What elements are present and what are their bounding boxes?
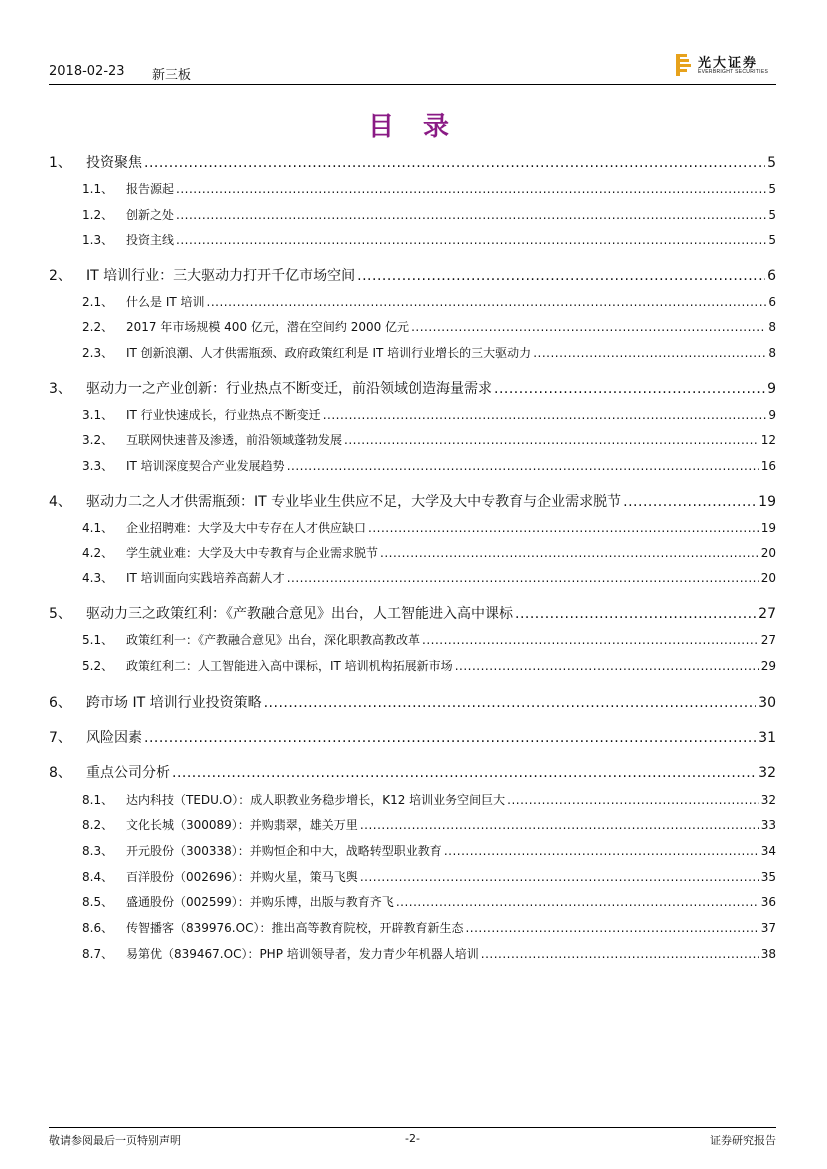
toc-entry-page[interactable]: 37 <box>760 921 776 935</box>
toc-entry-title[interactable]: 驱动力二之人才供需瓶颈：IT 专业毕业生供应不足，大学及大中专教育与企业需求脱节 <box>86 494 622 510</box>
toc-entry-title[interactable]: IT 创新浪潮、人才供需瓶颈、政府政策红利是 IT 培训行业增长的三大驱动力 <box>126 346 532 360</box>
toc-entry-number: 8.2、 <box>82 818 114 832</box>
toc-entry-number: 8.5、 <box>82 895 114 909</box>
page-header <box>49 56 776 84</box>
toc-entry-title[interactable]: IT 培训深度契合产业发展趋势 <box>126 459 285 473</box>
toc-entry-number: 2、 <box>49 268 72 284</box>
toc-entry-number: 5.2、 <box>82 659 114 673</box>
toc-entry-page[interactable]: 5 <box>768 208 776 222</box>
toc-section-entry[interactable] <box>49 265 776 287</box>
toc-entry-page[interactable]: 19 <box>758 494 776 510</box>
toc-subsection-entry[interactable] <box>49 344 776 362</box>
toc-subsection-entry[interactable] <box>49 791 776 809</box>
toc-entry-title[interactable]: 什么是 IT 培训 <box>126 295 205 309</box>
toc-entry-page[interactable]: 5 <box>768 233 776 247</box>
toc-entry-number: 6、 <box>49 695 72 711</box>
toc-entry-page[interactable]: 27 <box>760 633 776 647</box>
toc-section-entry[interactable] <box>49 603 776 625</box>
toc-entry-number: 4.2、 <box>82 546 114 560</box>
toc-dot-leader <box>176 233 766 247</box>
toc-entry-number: 8.1、 <box>82 793 114 807</box>
toc-entry-title[interactable]: 风险因素 <box>86 730 142 746</box>
toc-entry-number: 8.6、 <box>82 921 114 935</box>
toc-entry-title[interactable]: 传智播客（839976.OC）：推出高等教育院校，开辟教育新生态 <box>126 921 464 935</box>
toc-dot-leader <box>287 571 759 585</box>
toc-entry-page[interactable]: 8 <box>768 346 776 360</box>
toc-entry-page[interactable]: 31 <box>758 730 776 746</box>
toc-subsection-entry[interactable] <box>49 431 776 449</box>
toc-entry-number: 3.2、 <box>82 433 114 447</box>
toc-entry-number: 5.1、 <box>82 633 114 647</box>
toc-subsection-entry[interactable] <box>49 544 776 562</box>
toc-subsection-entry[interactable] <box>49 519 776 537</box>
toc-dot-leader <box>176 182 766 196</box>
toc-entry-page[interactable]: 9 <box>768 408 776 422</box>
logo-text-cn: 光大证券 <box>698 56 759 71</box>
toc-entry-title[interactable]: 报告源起 <box>126 182 175 196</box>
toc-subsection-entry[interactable] <box>49 631 776 649</box>
toc-dot-leader <box>411 320 766 334</box>
toc-entry-page[interactable]: 5 <box>768 182 776 196</box>
report-date: 2018-02-23 <box>49 64 125 79</box>
toc-dot-leader <box>360 818 759 832</box>
toc-subsection-entry[interactable] <box>49 893 776 911</box>
toc-entry-number: 8.3、 <box>82 844 114 858</box>
toc-dot-leader <box>465 921 758 935</box>
toc-dot-leader <box>172 765 756 781</box>
toc-entry-page[interactable]: 19 <box>760 521 776 535</box>
toc-entry-page[interactable]: 20 <box>760 571 776 585</box>
toc-entry-number: 4.1、 <box>82 521 114 535</box>
toc-entry-title[interactable]: 重点公司分析 <box>86 765 170 781</box>
toc-entry-title[interactable]: 投资聚焦 <box>86 155 142 171</box>
toc-entry-page[interactable]: 30 <box>758 695 776 711</box>
toc-entry-title[interactable]: 创新之处 <box>126 208 175 222</box>
toc-entry-page[interactable]: 38 <box>760 947 776 961</box>
toc-entry-number: 8.7、 <box>82 947 114 961</box>
toc-entry-number: 1.2、 <box>82 208 114 222</box>
toc-subsection-entry[interactable] <box>49 180 776 198</box>
toc-entry-number: 7、 <box>49 730 72 746</box>
toc-dot-leader <box>207 295 767 309</box>
toc-entry-page[interactable]: 29 <box>760 659 776 673</box>
toc-entry-page[interactable]: 6 <box>768 295 776 309</box>
toc-dot-leader <box>144 155 765 171</box>
toc-subsection-entry[interactable] <box>49 919 776 937</box>
toc-entry-number: 1.1、 <box>82 182 114 196</box>
toc-entry-title[interactable]: 投资主线 <box>126 233 175 247</box>
toc-entry-title[interactable]: 互联网快速普及渗透，前沿领域蓬勃发展 <box>126 433 343 447</box>
toc-entry-title[interactable]: 百洋股份（002696）：并购火星，策马飞舆 <box>126 870 358 884</box>
toc-dot-leader <box>455 659 759 673</box>
toc-entry-number: 8.4、 <box>82 870 114 884</box>
toc-dot-leader <box>264 695 757 711</box>
toc-entry-page[interactable]: 32 <box>760 793 776 807</box>
toc-entry-number: 3.3、 <box>82 459 114 473</box>
toc-entry-number: 1、 <box>49 155 72 171</box>
toc-entry-page[interactable]: 6 <box>767 268 776 284</box>
toc-subsection-entry[interactable] <box>49 657 776 675</box>
toc-entry-number: 2.2、 <box>82 320 114 334</box>
toc-dot-leader <box>368 521 759 535</box>
toc-dot-leader <box>481 947 759 961</box>
toc-subsection-entry[interactable] <box>49 231 776 249</box>
toc-entry-title[interactable]: IT 培训行业：三大驱动力打开千亿市场空间 <box>86 268 356 284</box>
toc-entry-number: 2.3、 <box>82 346 114 360</box>
toc-dot-leader <box>533 346 766 360</box>
toc-entry-number: 8、 <box>49 765 72 781</box>
toc-dot-leader <box>323 408 767 422</box>
toc-entry-number: 4.3、 <box>82 571 114 585</box>
toc-entry-page[interactable]: 12 <box>760 433 776 447</box>
toc-subsection-entry[interactable] <box>49 842 776 860</box>
toc-entry-page[interactable]: 36 <box>760 895 776 909</box>
toc-entry-page[interactable]: 16 <box>760 459 776 473</box>
toc-subsection-entry[interactable] <box>49 457 776 475</box>
toc-subsection-entry[interactable] <box>49 318 776 336</box>
toc-entry-title[interactable]: 开元股份（300338）：并购恒企和中大，战略转型职业教育 <box>126 844 442 858</box>
toc-entry-page[interactable]: 34 <box>760 844 776 858</box>
toc-entry-title[interactable]: 政策红利一：《产教融合意见》出台，深化职教高教改革 <box>126 633 421 647</box>
toc-entry-number: 3、 <box>49 381 72 397</box>
toc-entry-title[interactable]: 驱动力一之产业创新：行业热点不断变迁，前沿领域创造海量需求 <box>86 381 492 397</box>
toc-entry-page[interactable]: 32 <box>758 765 776 781</box>
toc-entry-number: 5、 <box>49 606 72 622</box>
toc-entry-title[interactable]: 盛通股份（002599）：并购乐博，出版与教育齐飞 <box>126 895 394 909</box>
page-title: 目 录 <box>367 112 460 142</box>
toc-dot-leader <box>176 208 766 222</box>
toc-entry-page[interactable]: 35 <box>760 870 776 884</box>
toc-entry-title[interactable]: IT 培训面向实践培养高薪人才 <box>126 571 285 585</box>
toc-dot-leader <box>444 844 759 858</box>
toc-subsection-entry[interactable] <box>49 868 776 886</box>
toc-subsection-entry[interactable] <box>49 293 776 311</box>
toc-dot-leader <box>494 381 765 397</box>
toc-entry-title[interactable]: 跨市场 IT 培训行业投资策略 <box>86 695 262 711</box>
toc-entry-number: 2.1、 <box>82 295 114 309</box>
toc-entry-title[interactable]: 易第优（839467.OC）：PHP 培训领导者，发力青少年机器人培训 <box>126 947 479 961</box>
toc-entry-title[interactable]: 达内科技（TEDU.O）：成人职教业务稳步增长，K12 培训业务空间巨大 <box>126 793 506 807</box>
header-divider <box>49 84 776 85</box>
toc-dot-leader <box>287 459 759 473</box>
toc-entry-title[interactable]: 驱动力三之政策红利：《产教融合意见》出台，人工智能进入高中课标 <box>86 606 513 622</box>
toc-entry-page[interactable]: 9 <box>767 381 776 397</box>
toc-section-entry[interactable] <box>49 378 776 400</box>
toc-entry-page[interactable]: 5 <box>767 155 776 171</box>
footer-divider <box>49 1127 776 1128</box>
toc-entry-title[interactable]: IT 行业快速成长，行业热点不断变迁 <box>126 408 321 422</box>
logo-mark-icon <box>676 54 692 76</box>
toc-entry-title[interactable]: 学生就业难：大学及大中专教育与企业需求脱节 <box>126 546 379 560</box>
toc-entry-title[interactable]: 政策红利二：人工智能进入高中课标，IT 培训机构拓展新市场 <box>126 659 453 673</box>
toc-entry-number: 4、 <box>49 494 72 510</box>
toc-subsection-entry[interactable] <box>49 945 776 963</box>
toc-section-entry[interactable] <box>49 727 776 749</box>
toc-dot-leader <box>507 793 759 807</box>
logo-text-en: EVERBRIGHT SECURITIES <box>698 69 769 75</box>
toc-entry-title[interactable]: 2017 年市场规模 400 亿元，潜在空间约 2000 亿元 <box>126 320 410 334</box>
toc-dot-leader <box>623 494 756 510</box>
toc-section-entry[interactable] <box>49 152 776 174</box>
toc-dot-leader <box>396 895 759 909</box>
company-logo <box>676 52 776 80</box>
toc-entry-title[interactable]: 企业招聘难：大学及大中专存在人才供应缺口 <box>126 521 367 535</box>
toc-entry-number: 1.3、 <box>82 233 114 247</box>
toc-dot-leader <box>515 606 756 622</box>
toc-subsection-entry[interactable] <box>49 206 776 224</box>
toc-entry-number: 3.1、 <box>82 408 114 422</box>
toc-section-entry[interactable] <box>49 692 776 714</box>
toc-subsection-entry[interactable] <box>49 406 776 424</box>
toc-entry-page[interactable]: 33 <box>760 818 776 832</box>
toc-dot-leader <box>380 546 759 560</box>
toc-dot-leader <box>422 633 759 647</box>
toc-dot-leader <box>357 268 765 284</box>
toc-dot-leader <box>144 730 756 746</box>
footer-disclaimer: 敬请参阅最后一页特别声明 <box>49 1134 181 1147</box>
toc-entry-title[interactable]: 文化长城（300089）：并购翡翠，雄关万里 <box>126 818 358 832</box>
toc-entry-page[interactable]: 20 <box>760 546 776 560</box>
toc-entry-page[interactable]: 27 <box>758 606 776 622</box>
toc-section-entry[interactable] <box>49 762 776 784</box>
toc-section-entry[interactable] <box>49 491 776 513</box>
page-number: -2- <box>405 1132 420 1145</box>
footer-report-type: 证券研究报告 <box>710 1134 776 1147</box>
report-section: 新三板 <box>152 68 192 83</box>
toc-dot-leader <box>344 433 759 447</box>
toc-subsection-entry[interactable] <box>49 816 776 834</box>
toc-subsection-entry[interactable] <box>49 569 776 587</box>
toc-entry-page[interactable]: 8 <box>768 320 776 334</box>
toc-dot-leader <box>360 870 759 884</box>
